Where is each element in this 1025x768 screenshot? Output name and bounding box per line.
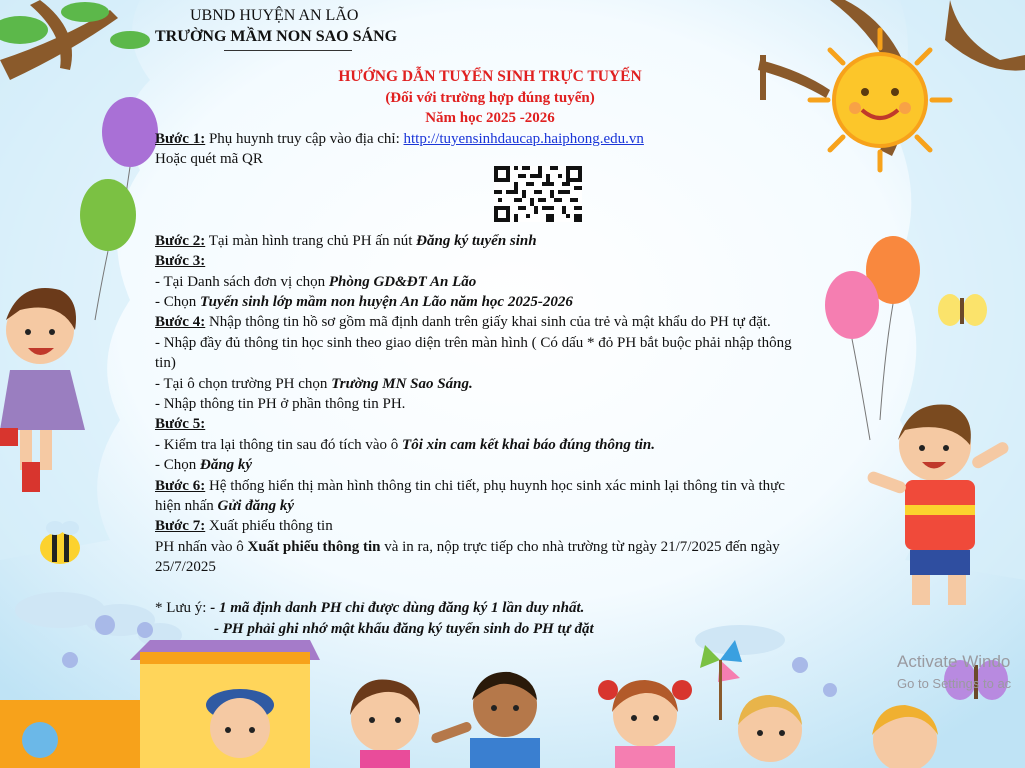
step7-line2-b: Xuất phiếu thông tin <box>247 539 381 555</box>
step6-line2-emph: Gửi đăng ký <box>217 498 294 514</box>
doc-subtitle: (Đối với trường hợp đúng tuyến) <box>385 90 595 106</box>
step1-line <box>155 129 644 149</box>
note-text1: - 1 mã định danh PH chỉ được dùng đăng ký 1 lần duy nhất. <box>210 600 585 616</box>
step7-line3: 25/7/2025 <box>155 559 216 575</box>
step6-label: Bước 6: <box>155 478 206 494</box>
step5-line1-text: - Kiểm tra lại thông tin sau đó tích vào ô <box>155 437 403 453</box>
school-name: TRƯỜNG MẦM NON SAO SÁNG <box>155 28 398 45</box>
step6-line2-text: hiện nhấn <box>155 498 218 514</box>
step4-line2b: tin) <box>155 355 176 371</box>
step3-line2-emph: Tuyển sinh lớp mầm non huyện An Lão năm học 2025-2026 <box>200 294 573 310</box>
step7-line2-a: PH nhấn vào ô <box>155 539 248 555</box>
step3-line1 <box>155 272 476 292</box>
step3-line2 <box>155 292 573 312</box>
qr-instruction: Hoặc quét mã QR <box>155 151 263 167</box>
step4-line3 <box>155 374 473 394</box>
note-line2: - PH phải ghi nhớ mật khẩu đăng ký tuyển sinh do PH tự đặt <box>214 621 594 637</box>
step1-label: Bước 1: <box>155 131 206 147</box>
step7-line2 <box>155 537 780 557</box>
step4-line2a: - Nhập đầy đủ thông tin học sinh theo giao diện trên màn hình ( Có dấu * đỏ PH bắt buộc phải nhập thông <box>155 335 792 351</box>
note-line1 <box>155 598 584 618</box>
step3-label: Bước 3: <box>155 253 206 269</box>
activation-watermark-title: Activate Windo <box>897 652 1011 671</box>
step4-text: Nhập thông tin hồ sơ gồm mã định danh trên giấy khai sinh của trẻ và mật khẩu do PH tự đặt. <box>205 314 771 330</box>
step6-line2 <box>155 496 294 516</box>
step5-line2 <box>155 455 252 475</box>
step7-line <box>155 516 333 536</box>
step2-label: Bước 2: <box>155 233 206 249</box>
step5-label: Bước 5: <box>155 416 206 432</box>
step5-line1 <box>155 435 655 455</box>
step5-line2-text: - Chọn <box>155 457 200 473</box>
step7-label: Bước 7: <box>155 518 206 534</box>
step4-line <box>155 312 771 332</box>
qr-code <box>494 166 582 222</box>
note-prefix: * Lưu ý: <box>155 600 211 616</box>
step7-line2-c: và in ra, nộp trực tiếp cho nhà trường từ ngày 21/7/2025 đến ngày <box>380 539 780 555</box>
step4-line4: - Nhập thông tin PH ở phần thông tin PH. <box>155 396 406 412</box>
step2-line <box>155 231 537 251</box>
step4-line3-text: - Tại ô chọn trường PH chọn <box>155 376 332 392</box>
org-name: UBND HUYỆN AN LÃO <box>190 7 359 24</box>
step5-line1-emph: Tôi xin cam kết khai báo đúng thông tin. <box>402 437 655 453</box>
step4-line3-emph: Trường MN Sao Sáng. <box>331 376 473 392</box>
step3-line1-text: - Tại Danh sách đơn vị chọn <box>155 274 329 290</box>
step2-emph: Đăng ký tuyển sinh <box>416 233 537 249</box>
step7-text: Xuất phiếu thông tin <box>205 518 333 534</box>
header-divider <box>224 50 352 51</box>
step3-line1-emph: Phòng GD&ĐT An Lão <box>328 274 477 290</box>
step4-label: Bước 4: <box>155 314 206 330</box>
activation-watermark-subtitle: Go to Settings to ac <box>897 676 1012 691</box>
step3-line2-text: - Chọn <box>155 294 200 310</box>
step6-line <box>155 476 785 496</box>
doc-year: Năm học 2025 -2026 <box>425 110 555 126</box>
step6-text: Hệ thống hiển thị màn hình thông tin chi tiết, phụ huynh học sinh xác minh lại thông tin và thực <box>205 478 785 494</box>
registration-link[interactable]: http://tuyensinhdaucap.haiphong.edu.vn <box>403 131 644 147</box>
step1-text: Phụ huynh truy cập vào địa chỉ: <box>205 131 404 147</box>
step5-line2-emph: Đăng ký <box>200 457 253 473</box>
step2-text: Tại màn hình trang chủ PH ấn nút <box>205 233 417 249</box>
doc-title: HƯỚNG DẪN TUYỂN SINH TRỰC TUYẾN <box>338 68 642 85</box>
